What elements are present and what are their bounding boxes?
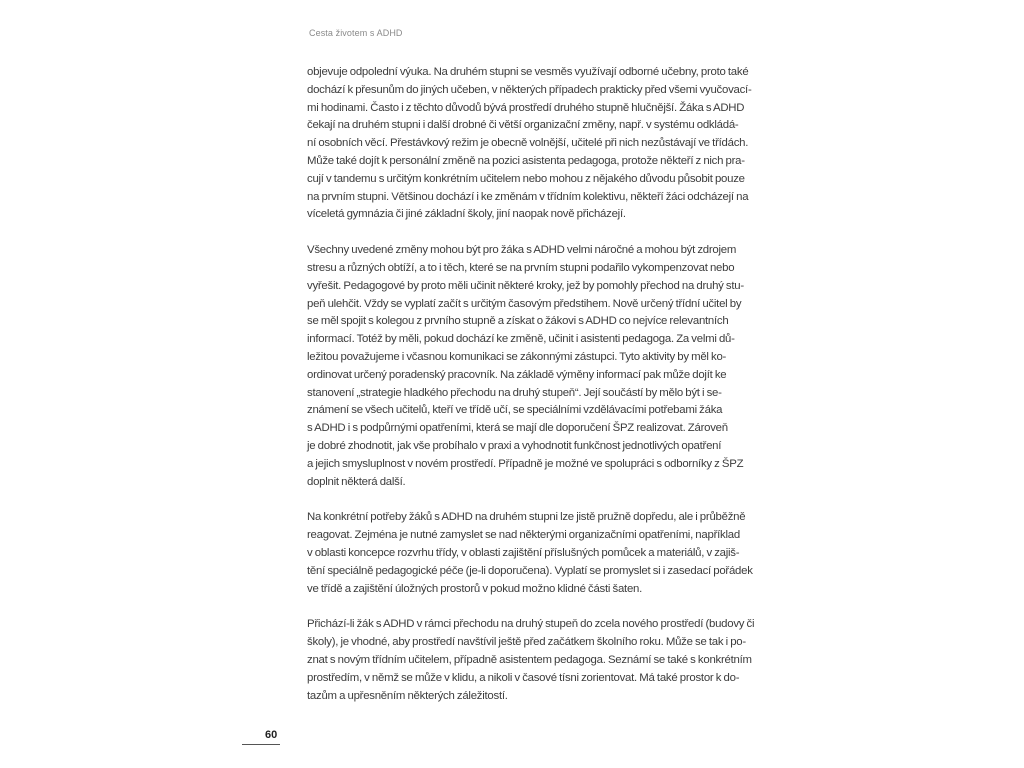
text-line: Přichází-li žák s ADHD v rámci přechodu na druhý stupeň do zcela nového prostředí (budovy či: [307, 618, 755, 631]
text-line: znat s novým třídním učitelem, případně asistentem pedagoga. Seznámí se také s konkrétním: [307, 653, 752, 666]
text-line: stresu a různých obtíží, a to i těch, které se na prvním stupni podařilo vykompenzovat nebo: [307, 261, 735, 274]
text-line: čekají na druhém stupni i další drobné či větší organizační změny, např. v systému odkládá-: [307, 119, 739, 132]
page-number-rule: [242, 744, 280, 745]
text-line: Na konkrétní potřeby žáků s ADHD na druhém stupni lze jistě pružně dopředu, ale i průběžně: [307, 511, 746, 524]
paragraph-4: [307, 616, 755, 705]
text-line: informací. Totéž by měli, pokud dochází ke změně, učinit i asistenti pedagoga. Za velmi dů-: [307, 333, 735, 346]
text-line: ordinovat určený poradenský pracovník. Na základě výměny informací pak může dojít ke: [307, 368, 727, 381]
text-line: školy), je vhodné, aby prostředí navštívil ještě před začátkem školního roku. Může se tak i po-: [307, 636, 746, 649]
text-line: víceletá gymnázia či jiné základní školy, jiní naopak nově přicházejí.: [307, 208, 626, 221]
text-line: ležitou považujeme i včasnou komunikaci se zákonnými zástupci. Tyto aktivity by měl ko-: [307, 350, 727, 363]
text-line: na prvním stupni. Většinou dochází i ke změnám v třídním kolektivu, někteří žáci odcházejí na: [307, 190, 749, 203]
text-line: dochází k přesunům do jiných učeben, v některých případech prakticky před všemi vyučovací-: [307, 83, 752, 96]
text-line: stanovení „strategie hladkého přechodu na druhý stupeň“. Její součástí by mělo být i se-: [307, 386, 722, 399]
text-line: peň ulehčit. Vždy se vyplatí začít s určitým časovým předstihem. Nově určený třídní učitel by: [307, 297, 742, 310]
text-line: v oblasti koncepce rozvrhu třídy, v oblasti zajištění příslušných pomůcek a materiálů, v zajiš-: [307, 546, 740, 559]
text-line: se měl spojit s kolegou z prvního stupně a získat o žákovi s ADHD co nejvíce relevantních: [307, 315, 729, 328]
paragraph-3: [307, 509, 753, 598]
text-line: objevuje odpolední výuka. Na druhém stupni se vesměs využívají odborné učebny, proto také: [307, 66, 749, 78]
text-line: Všechny uvedené změny mohou být pro žáka s ADHD velmi náročné a mohou být zdrojem: [307, 244, 737, 257]
running-header: Cesta životem s ADHD: [309, 28, 403, 38]
text-line: a jejich smysluplnost v novém prostředí. Případně je možné ve spolupráci s odborníky z ŠPZ: [307, 457, 744, 470]
text-line: s ADHD i s podpůrnými opatřeními, která se mají dle doporučení ŠPZ realizovat. Zároveň: [307, 422, 728, 435]
text-line: vyřešit. Pedagogové by proto měli učinit některé kroky, jež by pomohly přechod na druhý stu-: [307, 279, 744, 292]
text-line: mi hodinami. Často i z těchto důvodů bývá prostředí druhého stupně hlučnější. Žáka s ADHD: [307, 101, 745, 114]
text-line: reagovat. Zejména je nutné zamyslet se nad některými organizačními opatřeními, například: [307, 529, 740, 542]
text-line: prostředím, v němž se může v klidu, a nikoli v časové tísni zorientovat. Má také prostor k do-: [307, 671, 740, 684]
paragraph-2: [307, 242, 744, 491]
text-line: ní osobních věcí. Přestávkový režim je obecně volnější, učitelé při nich nezůstávají ve třídách.: [307, 137, 749, 150]
paragraph-1: [307, 64, 752, 224]
body-text: [307, 64, 755, 723]
text-line: cují v tandemu s určitým konkrétním učitelem nebo mohou z nějakého důvodu působit pouze: [307, 172, 745, 185]
text-line: ve třídě a zajištění úložných prostorů v pokud možno klidné části šaten.: [307, 582, 643, 595]
text-line: známení se všech učitelů, kteří ve třídě učí, se speciálními vzdělávacími potřebami žáka: [307, 404, 723, 417]
text-line: Může také dojít k personální změně na pozici asistenta pedagoga, protože někteří z nich pra-: [307, 154, 745, 167]
text-line: doplnit některá další.: [307, 475, 406, 488]
text-line: tění speciálně pedagogické péče (je-li doporučena). Vyplatí se promyslet si i zasedací pořádek: [307, 564, 753, 577]
page-number: 60: [265, 729, 278, 741]
text-line: tazům a upřesněním některých záležitostí.: [307, 689, 508, 702]
text-line: je dobré zhodnotit, jak vše probíhalo v praxi a vyhodnotit funkčnost jednotlivých opatření: [307, 439, 722, 452]
